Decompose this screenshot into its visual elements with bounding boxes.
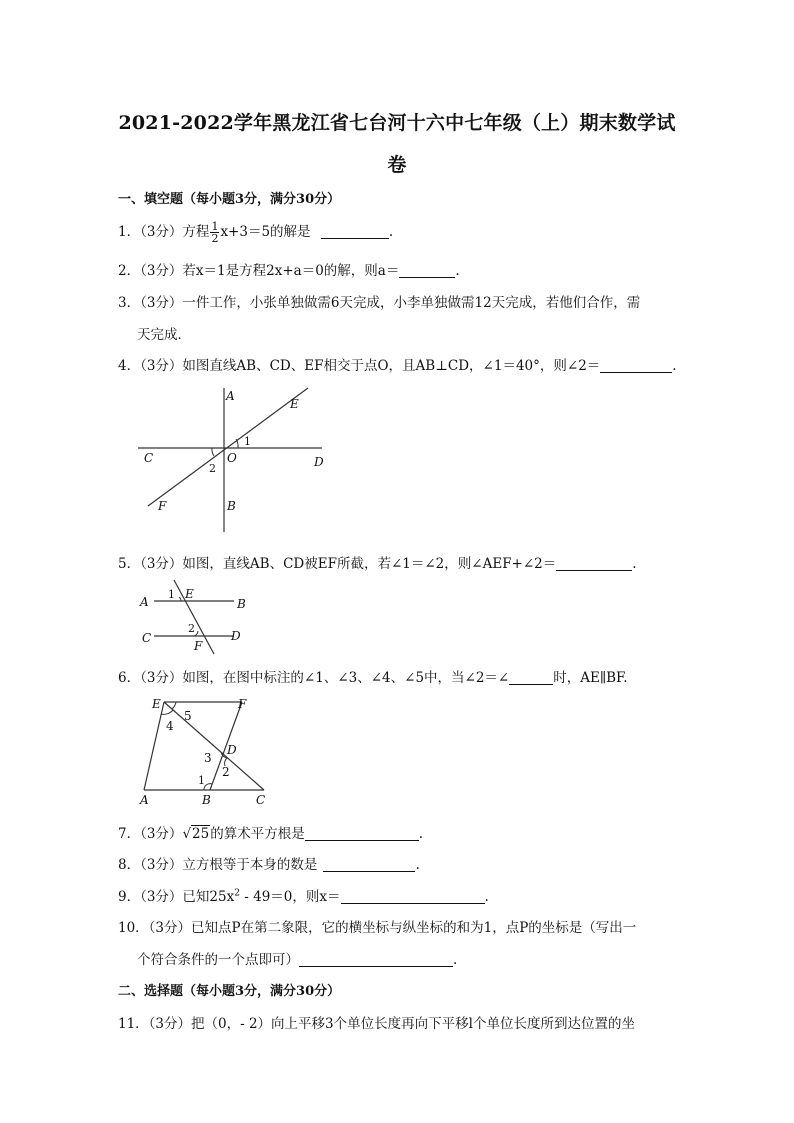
page-title-cont: 卷 — [387, 154, 407, 176]
label-2: 2 — [209, 462, 216, 475]
q7-prefix: 7．（3分） — [118, 826, 183, 842]
question-11: 11．（3分）把（0，- 2）向上平移3个单位长度再向下平移l个单位长度所到达位置的坐 — [118, 1016, 635, 1032]
q1-prefix: 1．（3分）方程 — [118, 224, 210, 240]
label-3: 3 — [204, 751, 212, 765]
answer-blank[interactable] — [341, 889, 485, 904]
answer-blank[interactable] — [323, 857, 415, 872]
q8-text: 8．（3分）立方根等于本身的数是 — [118, 857, 318, 873]
question-10-cont: 个符合条件的一个点即可） . — [137, 952, 458, 968]
q4-text: 4．（3分）如图直线AB、CD、EF相交于点O，且AB⊥CD，∠1＝40°，则∠2＝ — [118, 358, 601, 374]
question-3: 3．（3分）一件工作，小张单独做需6天完成，小李单独做需12天完成，若他们合作，需 — [118, 295, 641, 311]
q6-end: 时，AE∥BF. — [553, 670, 628, 686]
q7-post: 的算术平方根是 — [210, 826, 305, 842]
label-2: 2 — [222, 765, 230, 779]
figure-trapezoid — [136, 694, 286, 809]
question-5: 5．（3分）如图，直线AB、CD被EF所截，若∠1＝∠2，则∠AEF+∠2＝ . — [118, 556, 637, 572]
label-4: 4 — [166, 719, 174, 733]
label-E: E — [185, 587, 194, 601]
question-10: 10．（3分）已知点P在第二象限，它的横坐标与纵坐标的和为1，点P的坐标是（写出一 — [118, 920, 637, 936]
q9-prefix: 9．（3分）已知25x — [118, 889, 235, 905]
answer-blank[interactable] — [399, 263, 455, 278]
label-1: 1 — [168, 588, 175, 601]
answer-blank[interactable] — [305, 826, 419, 841]
answer-blank[interactable] — [600, 358, 672, 373]
answer-blank[interactable] — [321, 224, 389, 239]
label-E: E — [290, 397, 299, 411]
label-F: F — [238, 697, 247, 711]
label-A: A — [226, 389, 235, 403]
section-heading-multiple-choice: 二、选择题（每小题3分，满分30分） — [118, 984, 341, 999]
label-5: 5 — [184, 709, 192, 723]
sqrt-symbol: √ — [182, 826, 192, 842]
label-2: 2 — [188, 622, 195, 635]
q5-text: 5．（3分）如图，直线AB、CD被EF所截，若∠1＝∠2，则∠AEF+∠2＝ — [118, 556, 557, 572]
figure-intersecting-lines — [138, 386, 328, 536]
answer-blank[interactable] — [509, 670, 553, 685]
label-C: C — [144, 451, 154, 465]
question-8: 8．（3分）立方根等于本身的数是 . — [118, 857, 420, 873]
radicand: 25 — [192, 826, 210, 842]
fraction: $\frac{1}{2}$ — [211, 220, 219, 245]
question-4: 4．（3分）如图直线AB、CD、EF相交于点O，且AB⊥CD，∠1＝40°，则∠2＝ . — [118, 358, 677, 374]
label-D: D — [227, 743, 237, 757]
answer-blank[interactable] — [556, 556, 632, 571]
label-O: O — [227, 451, 237, 465]
q10-line2: 个符合条件的一个点即可） — [137, 952, 299, 968]
label-B: B — [227, 499, 236, 513]
label-A: A — [140, 793, 149, 807]
question-2: 2．（3分）若x＝1是方程2x+a＝0的解，则a＝ . — [118, 263, 460, 279]
question-6 — [118, 666, 628, 686]
question-1: 1．（3分）方程 $\frac{1}{2}$ x+3＝5的解是 . — [118, 220, 394, 245]
label-E: E — [152, 697, 161, 711]
label-D: D — [231, 629, 241, 643]
question-7: 7．（3分）√25的算术平方根是 . — [118, 826, 424, 842]
section-heading-fill-in: 一、填空题（每小题3分，满分30分） — [118, 192, 341, 207]
label-A: A — [140, 595, 149, 609]
label-D: D — [314, 455, 324, 469]
q6-text: 6．（3分）如图，在图中标注的∠1、∠3、∠4、∠5中，当∠2＝∠ — [118, 670, 510, 686]
label-F: F — [158, 499, 167, 513]
exponent: 2 — [234, 888, 240, 899]
label-1: 1 — [244, 435, 251, 448]
label-F: F — [194, 639, 203, 653]
label-B: B — [237, 597, 246, 611]
answer-blank[interactable] — [299, 952, 453, 967]
page-title: 2021-2022学年黑龙江省七台河十六中七年级（上）期末数学试 — [118, 112, 676, 134]
label-C: C — [256, 793, 266, 807]
question-3-cont: 天完成． — [137, 327, 191, 343]
q1-after: x+3＝5的解是 — [220, 224, 311, 240]
figure-parallel-transversal — [138, 578, 258, 658]
question-9: 9．（3分）已知$25x^2 - 49=0$，则x＝ . — [118, 888, 489, 905]
label-B: B — [202, 793, 211, 807]
q9-post: - 49＝0，则x＝ — [239, 889, 341, 905]
label-C: C — [142, 631, 152, 645]
label-1: 1 — [198, 774, 205, 787]
q2-text: 2．（3分）若x＝1是方程2x+a＝0的解，则a＝ — [118, 263, 400, 279]
